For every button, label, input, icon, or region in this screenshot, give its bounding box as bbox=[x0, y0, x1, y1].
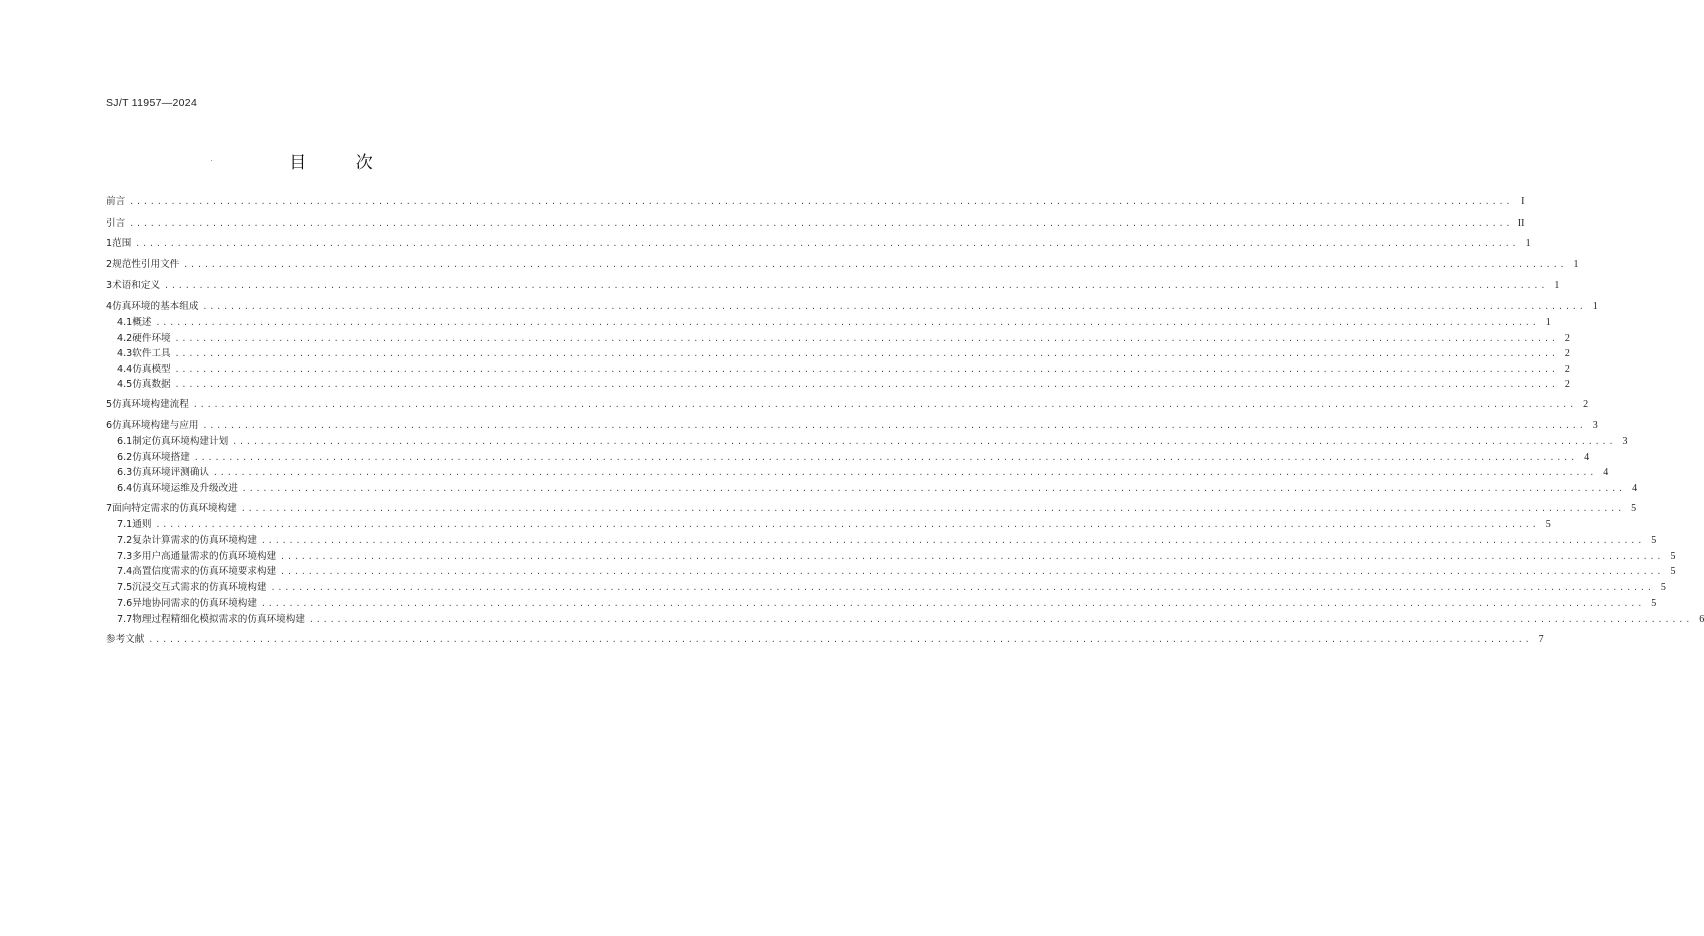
toc-entry-page-number: 5 bbox=[1660, 582, 1666, 593]
toc-entry-page-number: 4 bbox=[1603, 467, 1609, 478]
toc-entry-label: 概述 bbox=[132, 317, 152, 328]
toc-leader-dots: ........................................................................................................................................................................................................ bbox=[202, 421, 1586, 430]
toc-leader-dots: ........................................................................................................................................................................................................ bbox=[155, 520, 1539, 529]
toc-entry-label: 仿真环境构建与应用 bbox=[112, 420, 199, 431]
toc-entry-page-number: 2 bbox=[1564, 364, 1570, 375]
toc-entry[interactable] bbox=[117, 436, 1628, 448]
toc-entry[interactable] bbox=[117, 467, 1609, 479]
toc-leader-dots: ........................................................................................................................................................................................................ bbox=[155, 318, 1539, 327]
toc-entry-label: 术语和定义 bbox=[112, 280, 161, 291]
toc-entry-page-number: 1 bbox=[1573, 259, 1579, 270]
toc-entry[interactable] bbox=[117, 551, 1676, 563]
toc-entry[interactable] bbox=[117, 535, 1657, 547]
toc-entry-number: 6.1 bbox=[117, 436, 133, 447]
toc-entry-label: 前言 bbox=[106, 196, 126, 207]
toc-leader-dots: ........................................................................................................................................................................................................ bbox=[192, 400, 1577, 409]
page-title: 目 次 bbox=[289, 153, 395, 173]
toc-entry-label: 硬件环境 bbox=[132, 333, 171, 344]
toc-leader-dots: ........................................................................................................................................................................................................ bbox=[202, 302, 1586, 311]
toc-entry-page-number: 1 bbox=[1592, 301, 1598, 312]
toc-leader-dots: ........................................................................................................................................................................................................ bbox=[213, 468, 1597, 477]
toc-entry-number: 6 bbox=[106, 420, 113, 431]
toc-leader-dots: ........................................................................................................................................................................................................ bbox=[183, 260, 1567, 269]
toc-entry-label: 参考文献 bbox=[106, 634, 145, 645]
toc-entry-number: 5 bbox=[106, 399, 113, 410]
toc-entry-label: 多用户高通量需求的仿真环境构建 bbox=[132, 551, 277, 562]
toc-entry-page-number: 4 bbox=[1632, 483, 1638, 494]
toc-leader-dots: ........................................................................................................................................................................................................ bbox=[280, 567, 1664, 576]
toc-entry-label: 仿真模型 bbox=[132, 364, 171, 375]
toc-entry-page-number: 7 bbox=[1538, 634, 1544, 645]
toc-leader-dots: ........................................................................................................................................................................................................ bbox=[232, 437, 1616, 446]
toc-entry-number: 6.4 bbox=[117, 483, 133, 494]
toc-leader-dots: ........................................................................................................................................................................................................ bbox=[270, 583, 1654, 592]
toc-entry-number: 7.6 bbox=[117, 598, 133, 609]
toc-leader-dots: ........................................................................................................................................................................................................ bbox=[174, 349, 1558, 358]
toc-entry-number: 7.4 bbox=[117, 566, 133, 577]
toc-entry-number: 2 bbox=[106, 259, 113, 270]
toc-entry-label: 复杂计算需求的仿真环境构建 bbox=[132, 535, 257, 546]
toc-entry-number: 7.5 bbox=[117, 582, 133, 593]
toc-leader-dots: ........................................................................................................................................................................................................ bbox=[240, 504, 1625, 513]
toc-entry-number: 4.5 bbox=[117, 379, 133, 390]
toc-entry-page-number: 1 bbox=[1554, 280, 1560, 291]
toc-entry[interactable] bbox=[106, 634, 1544, 646]
toc-entry[interactable] bbox=[117, 483, 1638, 495]
toc-leader-dots: ........................................................................................................................................................................................................ bbox=[174, 365, 1558, 374]
toc-entry-number: 4.2 bbox=[117, 333, 133, 344]
toc-entry-page-number: 1 bbox=[1545, 317, 1551, 328]
toc-leader-dots: ........................................................................................................................................................................................................ bbox=[260, 536, 1645, 545]
toc-entry-label: 高置信度需求的仿真环境要求构建 bbox=[132, 566, 277, 577]
toc-entry-label: 物理过程精细化模拟需求的仿真环境构建 bbox=[132, 614, 305, 625]
toc-entry-number: 7 bbox=[106, 503, 113, 514]
toc-entry-page-number: 2 bbox=[1564, 348, 1570, 359]
toc-entry-number: 6.2 bbox=[117, 452, 133, 463]
toc-entry-page-number: 2 bbox=[1583, 399, 1589, 410]
toc-entry[interactable] bbox=[106, 196, 1525, 208]
toc-entry-number: 1 bbox=[106, 238, 113, 249]
toc-entry[interactable] bbox=[106, 503, 1637, 515]
toc-entry-label: 面向特定需求的仿真环境构建 bbox=[112, 503, 237, 514]
toc-entry[interactable] bbox=[106, 238, 1531, 250]
toc-entry[interactable] bbox=[106, 301, 1598, 313]
toc-entry[interactable] bbox=[117, 379, 1570, 391]
toc-entry[interactable] bbox=[117, 452, 1590, 464]
toc-entry-label: 范围 bbox=[112, 238, 132, 249]
toc-leader-dots: ........................................................................................................................................................................................................ bbox=[164, 281, 1548, 290]
toc-entry[interactable] bbox=[117, 364, 1570, 376]
toc-entry[interactable] bbox=[117, 582, 1666, 594]
toc-entry-label: 异地协同需求的仿真环境构建 bbox=[132, 598, 257, 609]
toc-entry-page-number: 6 bbox=[1699, 614, 1704, 625]
toc-entry-number: 7.1 bbox=[117, 519, 133, 530]
toc-leader-dots: ........................................................................................................................................................................................................ bbox=[148, 635, 1532, 644]
toc-entry-number: 7.3 bbox=[117, 551, 133, 562]
toc-entry[interactable] bbox=[106, 259, 1579, 271]
toc-entry-page-number: 2 bbox=[1564, 333, 1570, 344]
toc-entry[interactable] bbox=[117, 333, 1570, 345]
toc-entry[interactable] bbox=[117, 519, 1551, 531]
toc-leader-dots: ........................................................................................................................................................................................................ bbox=[280, 552, 1664, 561]
toc-entry[interactable] bbox=[106, 218, 1525, 230]
toc-entry-number: 4 bbox=[106, 301, 113, 312]
toc-entry-page-number: II bbox=[1517, 218, 1525, 229]
toc-entry-page-number: 5 bbox=[1651, 598, 1657, 609]
toc-entry-label: 沉浸交互式需求的仿真环境构建 bbox=[132, 582, 267, 593]
toc-entry-number: 7.7 bbox=[117, 614, 133, 625]
toc-entry-page-number: 4 bbox=[1584, 452, 1590, 463]
toc-entry[interactable] bbox=[117, 317, 1551, 329]
toc-leader-dots: ........................................................................................................................................................................................................ bbox=[129, 219, 1513, 228]
toc-entry-number: 4.1 bbox=[117, 317, 133, 328]
toc-entry[interactable] bbox=[106, 420, 1598, 432]
toc-entry-label: 引言 bbox=[106, 218, 126, 229]
toc-entry-page-number: 5 bbox=[1651, 535, 1657, 546]
toc-entry[interactable] bbox=[117, 614, 1704, 626]
toc-entry-label: 仿真环境搭建 bbox=[132, 452, 190, 463]
toc-entry-page-number: 5 bbox=[1631, 503, 1637, 514]
toc-entry-page-number: 5 bbox=[1545, 519, 1551, 530]
toc-entry-label: 软件工具 bbox=[132, 348, 171, 359]
toc-entry-page-number: 3 bbox=[1592, 420, 1598, 431]
toc-entry-label: 规范性引用文件 bbox=[112, 259, 180, 270]
toc-entry[interactable] bbox=[117, 598, 1657, 610]
toc-leader-dots: ........................................................................................................................................................................................................ bbox=[174, 334, 1558, 343]
toc-leader-dots: ........................................................................................................................................................................................................ bbox=[129, 197, 1513, 206]
toc-entry-label: 制定仿真环境构建计划 bbox=[132, 436, 229, 447]
toc-leader-dots: ........................................................................................................................................................................................................ bbox=[260, 599, 1645, 608]
toc-entry[interactable] bbox=[117, 348, 1570, 360]
toc-entry-page-number: 1 bbox=[1525, 238, 1531, 249]
toc-entry-label: 仿真环境构建流程 bbox=[112, 399, 189, 410]
toc-entry-label: 仿真数据 bbox=[132, 379, 171, 390]
toc-entry-number: 6.3 bbox=[117, 467, 133, 478]
toc-entry-number: 4.4 bbox=[117, 364, 133, 375]
toc-entry-page-number: 3 bbox=[1622, 436, 1628, 447]
toc-entry[interactable] bbox=[106, 399, 1589, 411]
toc-entry-label: 仿真环境的基本组成 bbox=[112, 301, 199, 312]
toc-entry-page-number: 2 bbox=[1564, 379, 1570, 390]
toc-entry-label: 仿真环境运维及升级改进 bbox=[132, 483, 238, 494]
toc-entry[interactable] bbox=[106, 280, 1560, 292]
toc-entry-number: 3 bbox=[106, 280, 113, 291]
toc-leader-dots: ........................................................................................................................................................................................................ bbox=[174, 380, 1558, 389]
toc-entry-page-number: 5 bbox=[1670, 566, 1676, 577]
standard-code: SJ/T 11957—2024 bbox=[106, 97, 198, 109]
toc-entry-page-number: I bbox=[1521, 196, 1525, 207]
toc-leader-dots: ........................................................................................................................................................................................................ bbox=[193, 453, 1578, 462]
toc-entry[interactable] bbox=[117, 566, 1676, 578]
toc-entry-number: 7.2 bbox=[117, 535, 133, 546]
toc-entry-label: 通则 bbox=[132, 519, 152, 530]
toc-leader-dots: ........................................................................................................................................................................................................ bbox=[135, 239, 1519, 248]
toc-leader-dots: ........................................................................................................................................................................................................ bbox=[308, 615, 1693, 624]
toc-entry-number: 4.3 bbox=[117, 348, 133, 359]
toc-entry-label: 仿真环境评测确认 bbox=[132, 467, 210, 478]
toc-leader-dots: ........................................................................................................................................................................................................ bbox=[241, 484, 1626, 493]
toc-entry-page-number: 5 bbox=[1670, 551, 1676, 562]
